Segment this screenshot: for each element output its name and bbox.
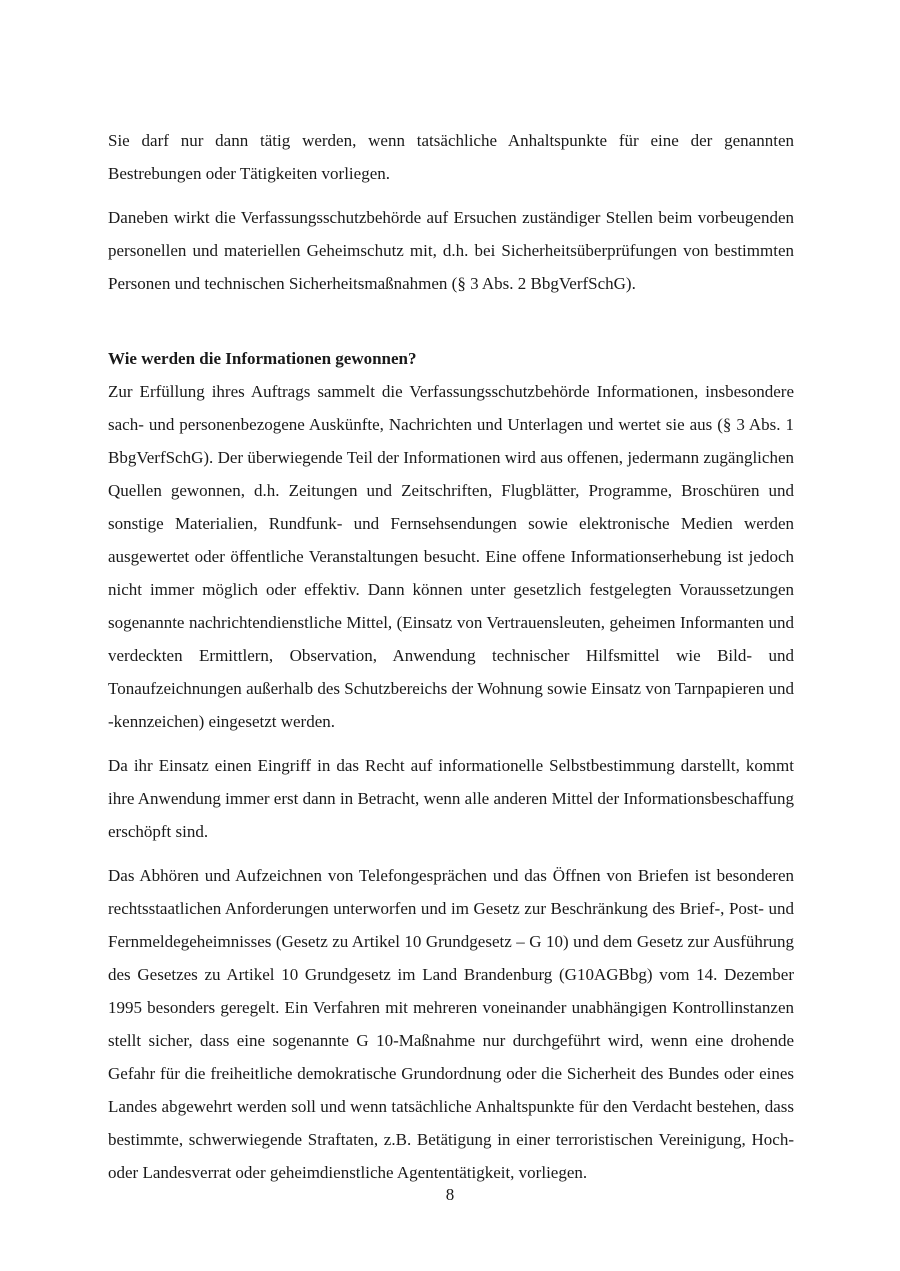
paragraph-secret-protection: Daneben wirkt die Verfassungsschutzbehörde auf Ersuchen zuständiger Stellen beim vorbeugenden personellen und materiellen Geheimschutz mit, d.h. bei Sicherheitsüberprüfungen von bestimmten Personen und technischen Sicherheitsmaßnahmen (§ 3 Abs. 2 BbgVerfSchG).: [108, 208, 794, 293]
page-number: 8: [445, 1185, 455, 1204]
section-heading: Wie werden die Informationen gewonnen?: [108, 349, 417, 368]
paragraph-information-gathering: Zur Erfüllung ihres Auftrags sammelt die Verfassungsschutzbehörde Informationen, insbesondere sach- und personenbezogene Auskünfte, Nachrichten und Unterlagen und wertet sie aus (§ 3 Abs. 1 BbgVerfSchG). Der überwiegende Teil der Informationen wird aus offenen, jedermann zugänglichen Quellen gewonnen, d.h. Zeitungen und Zeitschriften, Flugblätter, Programme, Broschüren und sonstige Materialien, Rundfunk- und Fernsehsendungen sowie elektronische Medien werden ausgewertet oder öffentliche Veranstaltungen besucht. Eine offene Informationserhebung ist jedoch nicht immer möglich oder effektiv. Dann können unter gesetzlich festgelegten Voraussetzungen sogenannte nachrichtendienstliche Mittel, (Einsatz von Vertrauensleuten, geheimen Informanten und verdeckten Ermittlern, Observation, Anwendung technischer Hilfsmittel wie Bild- und Tonaufzeichnungen außerhalb des Schutzbereichs der Wohnung sowie Einsatz von Tarnpapieren und -kennzeichen) eingesetzt werden.: [108, 382, 794, 731]
paragraph-g10-measures: Das Abhören und Aufzeichnen von Telefongesprächen und das Öffnen von Briefen ist besonderen rechtsstaatlichen Anforderungen unterworfen und im Gesetz zur Beschränkung des Brief-, Post- und Fernmeldegeheimnisses (Gesetz zu Artikel 10 Grundgesetz – G 10) und dem Gesetz zur Ausführung des Gesetzes zu Artikel 10 Grundgesetz im Land Brandenburg (G10AGBbg) vom 14. Dezember 1995 besonders geregelt. Ein Verfahren mit mehreren voneinander unabhängigen Kontrollinstanzen stellt sicher, dass eine sogenannte G 10-Maßnahme nur durchgeführt wird, wenn eine drohende Gefahr für die freiheitliche demokratische Grundordnung oder die Sicherheit des Bundes oder eines Landes abgewehrt werden soll und wenn tatsächliche Anhaltspunkte für den Verdacht bestehen, dass bestimmte, schwerwiegende Straftaten, z.B. Betätigung in einer terroristischen Vereinigung, Hoch- oder Landesverrat oder geheimdienstliche Agententätigkeit, vorliegen.: [108, 866, 794, 1182]
paragraph-activity-condition: Sie darf nur dann tätig werden, wenn tatsächliche Anhaltspunkte für eine der genannten Bestrebungen oder Tätigkeiten vorliegen.: [108, 131, 794, 183]
document-page: [108, 124, 794, 1189]
paragraph-self-determination: Da ihr Einsatz einen Eingriff in das Recht auf informationelle Selbstbestimmung darstellt, kommt ihre Anwendung immer erst dann in Betracht, wenn alle anderen Mittel der Informationsbeschaffung erschöpft sind.: [108, 756, 794, 841]
